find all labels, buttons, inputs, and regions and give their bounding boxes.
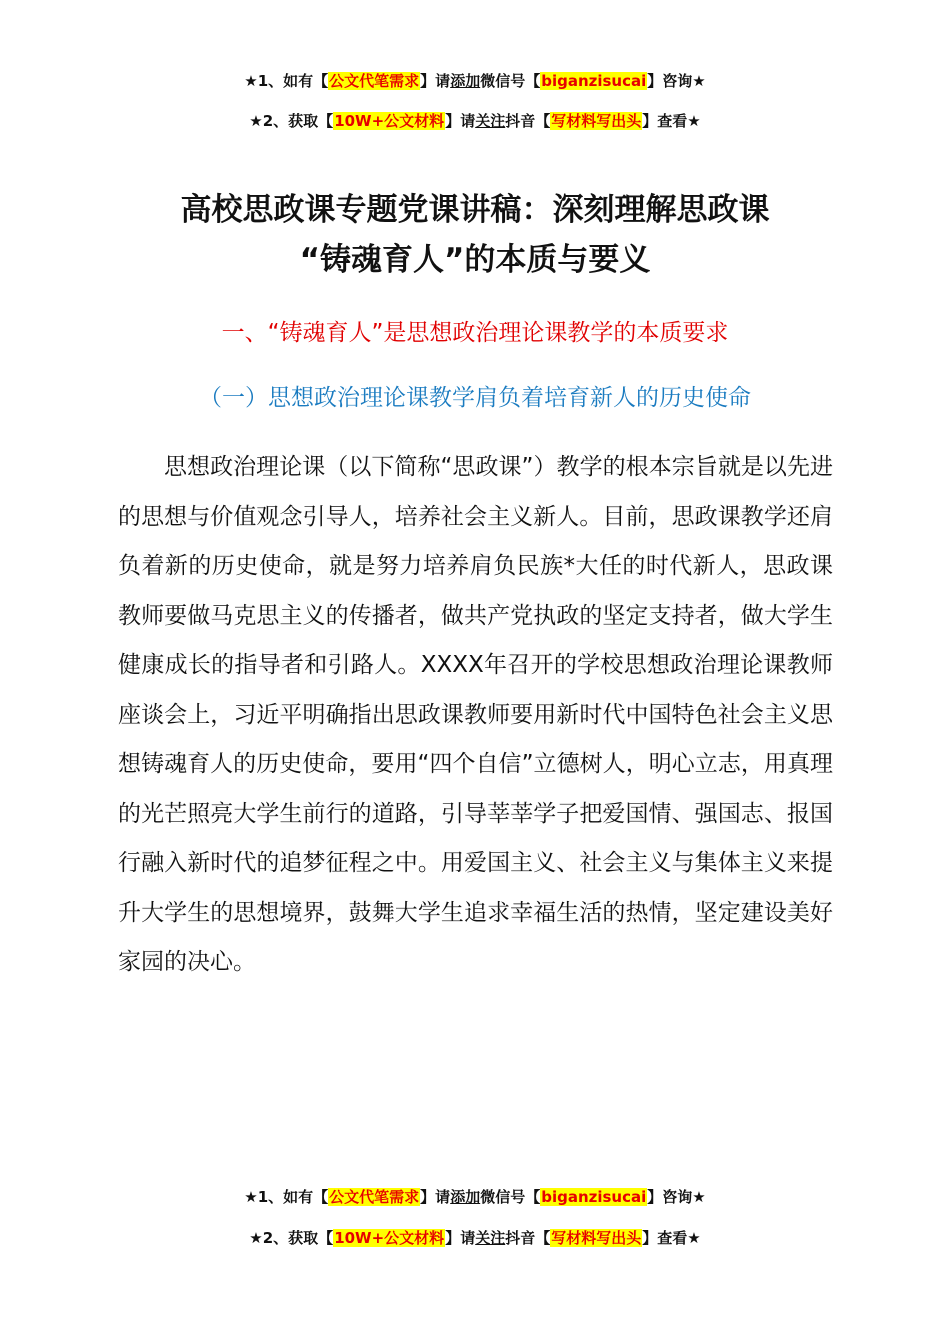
promo-line-2-bottom — [0, 1226, 950, 1250]
promo-prefix: ★2、获取【 — [249, 112, 334, 130]
document-title-line-1: 高校思政课专题党课讲稿：深刻理解思政课 — [180, 192, 770, 228]
promo-suffix: 】查看★ — [642, 112, 701, 130]
promo-text: 】请 — [420, 1188, 451, 1206]
promo-highlight: 10W+公文材料 — [334, 1229, 445, 1247]
promo-douyin-id: 写材料写出头 — [551, 1229, 642, 1247]
subsection-heading: （一）思想政治理论课教学肩负着培育新人的历史使命 — [199, 385, 751, 411]
promo-text: 】请 — [420, 72, 451, 90]
document-title-line-2: “铸魂育人”的本质与要义 — [299, 242, 651, 278]
promo-suffix: 】咨询★ — [647, 72, 706, 90]
promo-text: 微信号【 — [480, 72, 541, 90]
promo-text: 微信号【 — [480, 1188, 541, 1206]
section-heading: 一、“铸魂育人”是思想政治理论课教学的本质要求 — [221, 320, 729, 346]
promo-underlined: 添加 — [450, 72, 481, 90]
promo-prefix: ★1、如有【 — [244, 72, 329, 90]
promo-underlined: 关注 — [475, 112, 506, 130]
promo-wechat-id: biganzisucai — [541, 1188, 647, 1206]
promo-text: 】请 — [445, 112, 476, 130]
promo-text: 抖音【 — [505, 112, 551, 130]
promo-line-1-top — [0, 69, 950, 93]
promo-highlight: 公文代笔需求 — [329, 72, 420, 90]
promo-text: 】请 — [445, 1229, 476, 1247]
promo-underlined: 关注 — [475, 1229, 506, 1247]
promo-wechat-id: biganzisucai — [541, 72, 647, 90]
body-paragraph: 思想政治理论课（以下简称“思政课”）教学的根本宗旨就是以先进的思想与价值观念引导人，培养社会主义新人。目前，思政课教学还肩负着新的历史使命，就是努力培养肩负民族*大任的时代新人，思政课教师要做马克思主义的传播者，做共产党执政的坚定支持者，做大学生健康成长的指导者和引路人。XXXX年召开的学校思想政治理论课教师座谈会上，习近平明确指出思政课教师要用新时代中国特色社会主义思想铸魂育人的历史使命，要用“四个自信”立德树人，明心立志，用真理的光芒照亮大学生前行的道路，引导莘莘学子把爱国情、强国志、报国行融入新时代的追梦征程之中。用爱国主义、社会主义与集体主义来提升大学生的思想境界，鼓舞大学生追求幸福生活的热情，坚定建设美好家园的决心。 — [118, 454, 833, 975]
promo-highlight: 10W+公文材料 — [334, 112, 445, 130]
promo-text: 抖音【 — [505, 1229, 551, 1247]
promo-prefix: ★2、获取【 — [249, 1229, 334, 1247]
promo-line-1-bottom — [0, 1185, 950, 1209]
promo-prefix: ★1、如有【 — [244, 1188, 329, 1206]
promo-douyin-id: 写材料写出头 — [551, 112, 642, 130]
promo-line-2-top — [0, 109, 950, 133]
promo-suffix: 】查看★ — [642, 1229, 701, 1247]
promo-highlight: 公文代笔需求 — [329, 1188, 420, 1206]
promo-underlined: 添加 — [450, 1188, 481, 1206]
promo-suffix: 】咨询★ — [647, 1188, 706, 1206]
